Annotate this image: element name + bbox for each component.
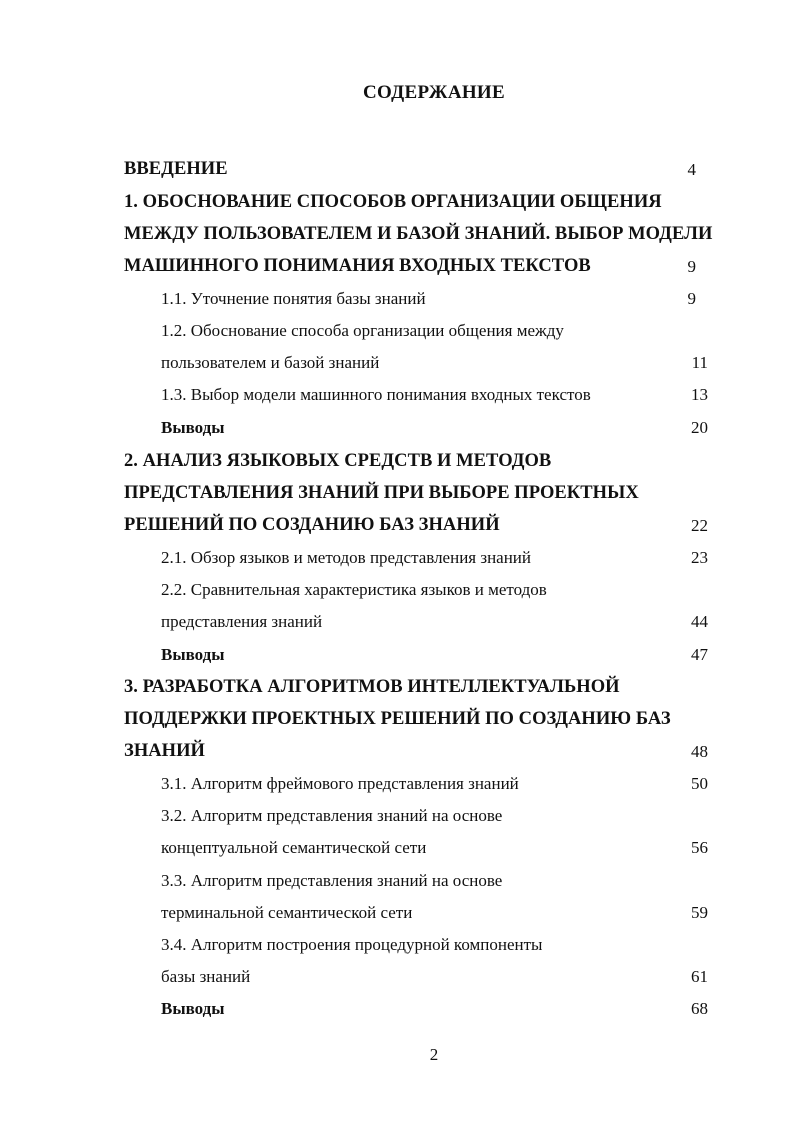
toc-page-number: 4	[687, 160, 696, 179]
toc-entry-chapter-2-line-2[interactable]: ПРЕДСТАВЛЕНИЯ ЗНАНИЙ ПРИ ВЫБОРЕ ПРОЕКТНЫХ	[124, 483, 639, 503]
toc-entry-section-2-1[interactable]: 2.1. Обзор языков и методов представления знаний	[161, 548, 532, 567]
toc-entry-section-3-3[interactable]: 3.3. Алгоритм представления знаний на основе	[161, 871, 503, 890]
toc-entry-conclusions-3[interactable]: Выводы	[161, 999, 225, 1018]
toc-page-number: 9	[687, 257, 696, 276]
toc-entry-section-1-2[interactable]: 1.2. Обоснование способа организации общения между	[161, 321, 564, 340]
toc-entry-section-1-2-line-2[interactable]: пользователем и базой знаний	[161, 353, 380, 372]
toc-entry-chapter-3[interactable]: 3. РАЗРАБОТКА АЛГОРИТМОВ ИНТЕЛЛЕКТУАЛЬНОЙ	[124, 677, 620, 697]
page-title: СОДЕРЖАНИЕ	[363, 82, 505, 103]
toc-entry-chapter-1-line-2[interactable]: МЕЖДУ ПОЛЬЗОВАТЕЛЕМ И БАЗОЙ ЗНАНИЙ. ВЫБОР МОДЕЛИ	[124, 224, 713, 244]
toc-entry-chapter-2[interactable]: 2. АНАЛИЗ ЯЗЫКОВЫХ СРЕДСТВ И МЕТОДОВ	[124, 451, 552, 471]
toc-page-number: 13	[691, 385, 708, 404]
toc-page-number: 20	[691, 418, 708, 437]
toc-entry-conclusions-2[interactable]: Выводы	[161, 645, 225, 664]
toc-entry-section-3-4-line-2[interactable]: базы знаний	[161, 967, 251, 986]
toc-page-number: 50	[691, 774, 708, 793]
toc-page-number: 68	[691, 999, 708, 1018]
toc-entry-section-1-1[interactable]: 1.1. Уточнение понятия базы знаний	[161, 289, 426, 308]
toc-entry-chapter-3-line-2[interactable]: ПОДДЕРЖКИ ПРОЕКТНЫХ РЕШЕНИЙ ПО СОЗДАНИЮ БАЗ	[124, 709, 671, 729]
toc-entry-chapter-2-line-3[interactable]: РЕШЕНИЙ ПО СОЗДАНИЮ БАЗ ЗНАНИЙ	[124, 515, 500, 535]
toc-entry-chapter-1[interactable]: 1. ОБОСНОВАНИЕ СПОСОБОВ ОРГАНИЗАЦИИ ОБЩЕНИЯ	[124, 192, 662, 212]
toc-page-number: 56	[691, 838, 708, 857]
toc-entry-section-3-3-line-2[interactable]: терминальной семантической сети	[161, 903, 413, 922]
toc-page-number: 22	[691, 516, 708, 535]
toc-page-number: 11	[691, 353, 708, 372]
toc-page-number: 9	[687, 289, 696, 308]
toc-entry-section-2-2[interactable]: 2.2. Сравнительная характеристика языков и методов	[161, 580, 547, 599]
toc-entry-section-3-2-line-2[interactable]: концептуальной семантической сети	[161, 838, 427, 857]
toc-page-number: 23	[691, 548, 708, 567]
toc-entry-section-3-4[interactable]: 3.4. Алгоритм построения процедурной компоненты	[161, 935, 543, 954]
page-number: 2	[429, 1045, 439, 1064]
toc-entry-section-2-2-line-2[interactable]: представления знаний	[161, 612, 323, 631]
toc-entry-chapter-3-line-3[interactable]: ЗНАНИЙ	[124, 741, 205, 761]
toc-entry-section-3-1[interactable]: 3.1. Алгоритм фреймового представления знаний	[161, 774, 519, 793]
toc-entry-chapter-1-line-3[interactable]: МАШИННОГО ПОНИМАНИЯ ВХОДНЫХ ТЕКСТОВ	[124, 256, 591, 276]
toc-entry-conclusions-1[interactable]: Выводы	[161, 418, 225, 437]
toc-page-number: 47	[691, 645, 708, 664]
toc-page-number: 59	[691, 903, 708, 922]
toc-entry-introduction[interactable]: ВВЕДЕНИЕ	[124, 159, 228, 179]
toc-page-number: 44	[691, 612, 708, 631]
toc-entry-section-3-2[interactable]: 3.2. Алгоритм представления знаний на основе	[161, 806, 503, 825]
toc-page-number: 48	[691, 742, 708, 761]
toc-page-number: 61	[691, 967, 708, 986]
toc-entry-section-1-3[interactable]: 1.3. Выбор модели машинного понимания входных текстов	[161, 385, 591, 404]
